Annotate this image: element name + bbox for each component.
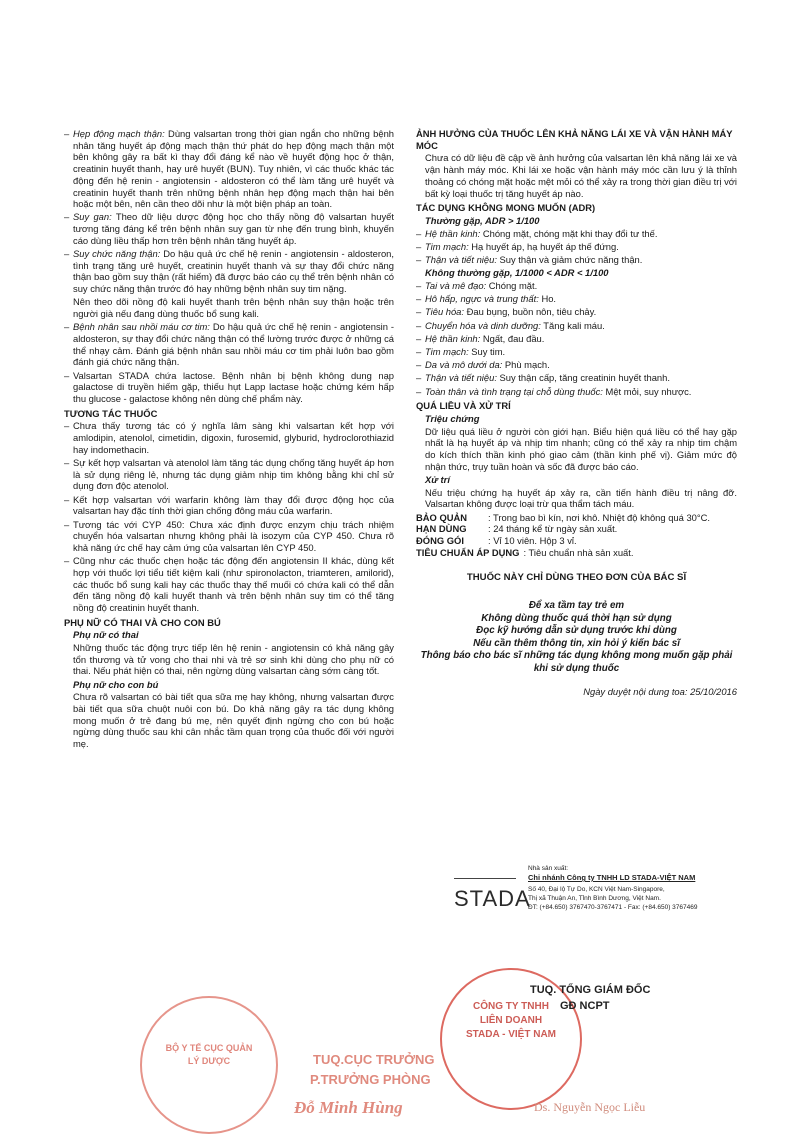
treatment-text: Nếu triệu chứng hạ huyết áp xảy ra, cần tiến hành điều trị nâng đỡ. Valsartan không được loại trừ qua thẩm tách máu. [425,486,737,510]
interaction-item: – Kết hợp valsartan với warfarin không làm thay đổi được động học của valsartan hay đặc tính thời gian chống đông máu của warfarin. [64,494,394,517]
interaction-item: – Tương tác với CYP 450: Chưa xác định được enzym chịu trách nhiệm chuyển hóa valsartan nhưng không phải là isozym của CYP 450. Chưa rõ khả năng ức chế hay cảm ứng của valsartan lên CYP 450. [64,519,394,554]
right-signer-name: Ds. Nguyễn Ngọc Liễu [534,1100,646,1114]
left-signer-title: TUQ.CỤC TRƯỞNG [313,1052,435,1067]
lactation-subheading: Phụ nữ cho con bú [73,678,159,690]
left-column [64,128,394,751]
ministry-stamp-seal [140,996,278,1134]
manufacturer-name: Chi nhánh Công ty TNHH LD STADA-VIỆT NAM [528,873,696,882]
precaution-post-mi: – Bệnh nhân sau nhồi máu cơ tim: Do hậu quả ức chế hệ renin - angiotensin - aldosteron, sự thay đổi chức năng thận có thể lường trước được ở những cá thể nhạy cảm. Đánh giá bệnh nhân sau nhồi máu cơ tim phải luôn bao gồm đánh giá chức năng thận. [64,321,394,368]
adr-item: – Thận và tiết niệu: Suy thận và giảm chức năng thận. [416,254,737,266]
overdose-heading: QUÁ LIỀU VÀ XỬ TRÍ [416,400,511,412]
adr-item: – Tim mạch: Hạ huyết áp, hạ huyết áp thế đứng. [416,241,737,253]
right-column [416,128,737,697]
warning-line: Đọc kỹ hướng dẫn sử dụng trước khi dùng [476,625,677,637]
company-stamp-text: CÔNG TY TNHH LIÊN DOANH STADA - VIỆT NAM [466,1001,556,1040]
left-signer-name: Đỗ Minh Hùng [294,1098,403,1117]
adr-item: – Thận và tiết niệu: Suy thận cấp, tăng creatinin huyết thanh. [416,372,737,384]
logo-swoosh [454,878,516,879]
manufacturer-address: Thị xã Thuận An, Tỉnh Bình Dương, Việt Nam. [528,895,661,902]
storage-row: BẢO QUẢN : Trong bao bì kín, nơi khô. Nhiệt độ không quá 30°C. [416,511,711,523]
interaction-item: – Chưa thấy tương tác có ý nghĩa lâm sàng khi valsartan kết hợp với amlodipin, atenolol, cimetidin, digoxin, furosemid, glyburid, hydroclorothiazid hay indomethacin. [64,420,394,455]
adr-item: – Tiêu hóa: Đau bụng, buồn nôn, tiêu chảy. [416,306,737,318]
interaction-item: – Sự kết hợp valsartan và atenolol làm tăng tác dụng chống tăng huyết áp hơn là sử dụng riêng lẻ, nhưng tác dụng giảm nhịp tim không bằng khi chỉ sử dụng đơn độc atenolol. [64,457,394,492]
adr-item: – Hệ thần kinh: Ngất, đau đầu. [416,333,737,345]
warning-line: Thông báo cho bác sĩ những tác dụng không mong muốn gặp phải khi sử dụng thuốc [420,650,733,675]
kali-note: Nên theo dõi nồng độ kali huyết thanh trên bệnh nhân suy thận hoặc trên người già nếu đang dùng thuốc bổ sung kali. [73,296,394,320]
adr-item: – Hô hấp, ngực và trung thất: Ho. [416,293,737,305]
shelf-life-row: HẠN DÙNG : 24 tháng kể từ ngày sản xuất. [416,523,618,535]
manufacturer-label: Nhà sản xuất: [528,865,569,872]
adr-item: – Chuyển hóa và dinh dưỡng: Tăng kali máu. [416,320,737,332]
driving-heading: ẢNH HƯỞNG CỦA THUỐC LÊN KHẢ NĂNG LÁI XE VÀ VẬN HÀNH MÁY MÓC [416,128,733,151]
driving-text: Chưa có dữ liệu đề cập về ảnh hưởng của valsartan lên khả năng lái xe và vận hành máy móc. Khi lái xe hoặc vận hành máy móc cần lưu ý là thỉnh thoảng có chóng mặt hoặc mệt mỏi có thể xảy ra trong thời gian điều trị với bất kỳ loại thuốc trị tăng huyết áp nào. [425,152,737,199]
lactation-text: Chưa rõ valsartan có bài tiết qua sữa mẹ hay không, nhưng valsartan được bài tiết qua sữa chuột nuôi con bú. Do khả năng gây ra tác dụng không mong muốn ở trẻ đang bú mẹ, nên quyết định ngừng cho con bú hoặc ngừng dùng thuốc sau khi cân nhắc tầm quan trọng của thuốc đối với người mẹ. [73,691,394,750]
precaution-renal-artery-stenosis: – Hẹp động mạch thận: Dùng valsartan trong thời gian ngắn cho những bệnh nhân tăng huyết áp động mạch thận thứ phát do hẹp động mạch thận một bên không gây ra bất kì thay đổi đáng kể nào về huyết động học ở thận, creatinin huyết thanh, hay urê huyết (BUN). Tuy nhiên, vì các thuốc khác tác động đến hệ renin - angiotensin - aldosteron có thể làm tăng urê huyết và creatinin huyết thanh trên những bệnh nhân hẹp động mạch thận hai bên hoặc một bên, nên cần theo dõi như là một biện pháp an toàn. [64,128,394,210]
rx-notice: THUỐC NÀY CHỈ DÙNG THEO ĐƠN CỦA BÁC SĨ [466,572,687,584]
left-signer-title-2: P.TRƯỞNG PHÒNG [310,1072,431,1087]
manufacturer-phone: ĐT: (+84.650) 3767470-3767471 - Fax: (+84.650) 3767469 [528,904,698,911]
warning-line: Để xa tầm tay trẻ em [528,600,625,612]
adr-heading: TÁC DỤNG KHÔNG MONG MUỐN (ADR) [416,202,596,214]
symptoms-subheading: Triệu chứng [425,412,480,424]
standard-row: TIÊU CHUẨN ÁP DỤNG : Tiêu chuẩn nhà sản xuất. [416,546,634,558]
pregnancy-heading: PHỤ NỮ CÓ THAI VÀ CHO CON BÚ [64,616,221,628]
pregnancy-text: Những thuốc tác động trực tiếp lên hệ renin - angiotensin có khả năng gây tổn thương và tử vong cho thai nhi và trẻ sơ sinh khi dùng cho phụ nữ có thai. Nếu phát hiện có thai, nên ngừng dùng valsartan càng sớm càng tốt. [73,642,394,677]
approval-date: Ngày duyệt nội dung toa: 25/10/2016 [583,685,737,697]
precaution-renal: – Suy chức năng thận: Do hậu quả ức chế hệ renin - angiotensin - aldosteron, tình trạng tăng urê huyết, creatinin huyết thanh và sự thay đổi chức năng thận bao gồm suy thận (rất hiếm) đã được báo cáo cụ thể trên bệnh nhân có suy chức năng thận trước đó hay những bệnh nhân suy tim nặng. [64,248,394,295]
precaution-hepatic: – Suy gan: Theo dữ liệu dược động học cho thấy nồng độ valsartan huyết tương tăng đáng kể trên bệnh nhân suy gan từ nhẹ đến trung bình, khuyến cáo dùng liều thấp hơn trên bệnh nhân tăng huyết áp. [64,211,394,246]
adr-item: – Hệ thần kinh: Chóng mặt, chóng mặt khi thay đổi tư thế. [416,228,737,240]
packaging-row: ĐÓNG GÓI : Vỉ 10 viên. Hộp 3 vỉ. [416,535,577,546]
symptoms-text: Dữ liệu quá liều ở người còn giới hạn. Biểu hiện quá liều có thể hay gặp nhất là hạ huyết áp và nhịp tim nhanh; cũng có thể xảy ra nhịp tim chậm do kích thích thần kinh phó giao cảm (thần kinh phế vị). Giảm mức độ nhận thức, trụy tuần hoàn và sốc đã được báo cáo. [425,425,737,472]
warning-line: Không dùng thuốc quá thời hạn sử dụng [481,612,672,624]
adr-item: – Tai và mê đạo: Chóng mặt. [416,280,737,292]
treatment-subheading: Xử trí [425,473,450,485]
precaution-lactose: – Valsartan STADA chứa lactose. Bệnh nhân bị bệnh không dung nạp galactose di truyền hiếm gặp, thiếu hụt Lapp lactase hoặc chứng kém hấp thu glucose - galactose không nên dùng chế phẩm này. [64,370,394,405]
ministry-stamp-text: BỘ Y TẾ CỤC QUẢN LÝ DƯỢC [165,1043,253,1066]
right-signer-title-2: GĐ NCPT [560,1000,610,1012]
stada-logo: STADA [454,886,531,911]
manufacturer-info [528,864,748,912]
adr-common-heading: Thường gặp, ADR > 1/100 [425,214,540,226]
right-signer-title: TUQ. TỔNG GIÁM ĐỐC [530,984,651,996]
adr-uncommon-heading: Không thường gặp, 1/1000 < ADR < 1/100 [425,267,609,279]
pregnancy-subheading: Phụ nữ có thai [73,629,139,641]
manufacturer-address: Số 40, Đại lộ Tự Do, KCN Việt Nam-Singapore, [528,886,665,893]
adr-item: – Toàn thân và tình trạng tại chỗ dùng thuốc: Mệt mỏi, suy nhược. [416,386,737,398]
interaction-item: – Cũng như các thuốc chẹn hoặc tác động đến angiotensin II khác, dùng kết hợp với thuốc lợi tiểu tiết kiệm kali (như spironolacton, triamteren, amilorid), các thuốc bổ sung kali hay các thuốc thay thế muối có chứa kali có thể dẫn đến tăng nồng độ kali huyết thanh và trên bệnh nhân suy tim có thể tăng nồng độ creatinin huyết thanh. [64,555,394,614]
interactions-heading: TƯƠNG TÁC THUỐC [64,407,158,419]
adr-item: – Da và mô dưới da: Phù mạch. [416,359,737,371]
adr-item: – Tim mạch: Suy tim. [416,346,737,358]
warning-line: Nếu cần thêm thông tin, xin hỏi ý kiến bác sĩ [473,637,680,649]
